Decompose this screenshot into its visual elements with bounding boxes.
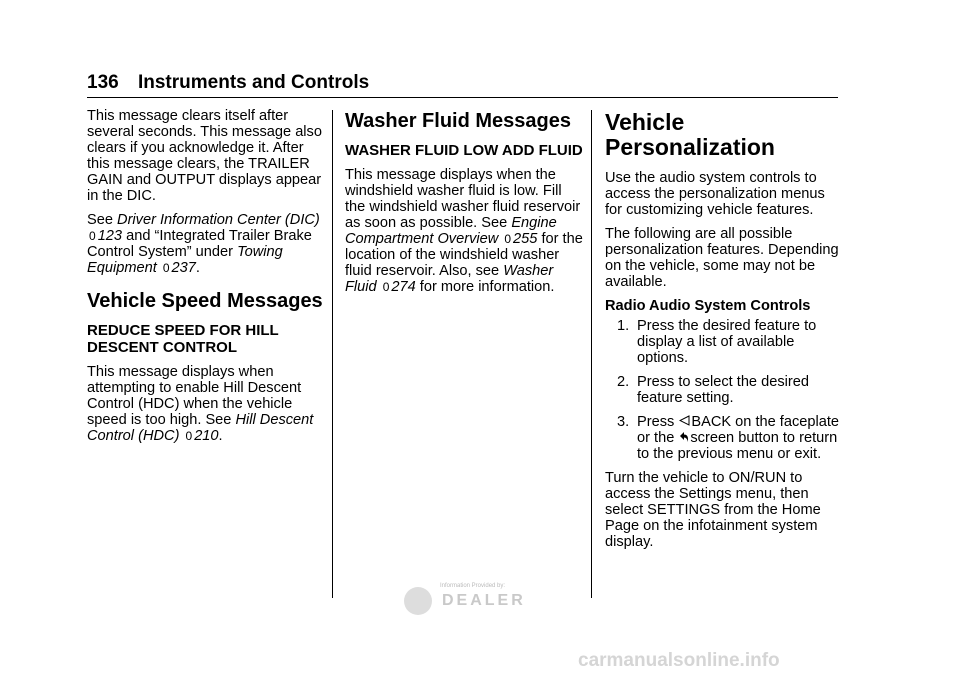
cross-reference-link[interactable]: Washer Fluid — [345, 263, 554, 295]
message-heading: REDUCE SPEED FOR HILL DESCENT CONTROL — [87, 322, 279, 356]
page-ref-icon: 0 — [504, 232, 512, 246]
message-heading: WASHER FLUID LOW ADD FLUID — [345, 142, 583, 159]
watermark: Information Provided by: DEALER — [404, 583, 550, 619]
paragraph: This message clears itself after several seconds. This message also clears if you acknowledge it. After this message clears, the TRAILER GAIN and OUTPUT displays appear in the DIC. — [87, 108, 322, 204]
page-ref-icon: 0 — [382, 280, 390, 294]
page-ref-icon: 0 — [162, 261, 170, 275]
page-ref[interactable]: 123 — [97, 228, 123, 244]
section-heading: Vehicle Speed Messages — [87, 290, 323, 312]
list-item: 3. Press BACK on the faceplate or the screen button to return to the previous menu or exit. — [617, 414, 840, 462]
paragraph: This message displays when the windshield washer fluid is low. Fill the windshield washer fluid reservoir as soon as possible. See Engine Compartment Overview 0 255 for the location of the windshield washer fluid reservoir. Also, see Washer Fluid 0 274 for more information. — [345, 167, 583, 295]
page-header — [87, 72, 369, 94]
screen-back-icon — [679, 430, 689, 445]
paragraph: Turn the vehicle to ON/RUN to access the Settings menu, then select SETTINGS from the Home Page on the infotainment system display. — [605, 470, 821, 550]
page-number: 136 — [87, 72, 119, 93]
column-3 — [605, 108, 845, 558]
list-item: 1. Press the desired feature to display a list of available options. — [617, 318, 817, 366]
page-ref[interactable]: 237 — [171, 260, 196, 276]
page-ref[interactable]: 255 — [513, 231, 538, 247]
cross-reference-link[interactable]: Engine Compartment Overview — [345, 215, 557, 247]
list-item: 2. Press to select the desired feature setting. — [617, 374, 809, 406]
paragraph: See Driver Information Center (DIC) 0 123 and “Integrated Trailer Brake Control System” under Towing Equipment 0 237. — [87, 212, 320, 276]
page-ref[interactable]: 210 — [194, 428, 219, 444]
column-2 — [345, 108, 585, 303]
section-heading: Washer Fluid Messages — [345, 110, 571, 132]
page-ref-icon: 0 — [89, 229, 96, 243]
footer-watermark: carmanualsonline.info — [578, 650, 780, 671]
column-divider — [591, 110, 592, 598]
paragraph: The following are all possible personalization features. Depending on the vehicle, some may not be available. — [605, 226, 839, 290]
section-title: Instruments and Controls — [137, 72, 370, 93]
back-icon — [679, 414, 690, 429]
page-ref-icon: 0 — [185, 429, 193, 443]
header-rule — [87, 97, 838, 98]
paragraph: Use the audio system controls to access the personalization menus for customizing vehicle features. — [605, 170, 825, 218]
paragraph: This message displays when attempting to enable Hill Descent Control (HDC) when the vehicle speed is too high. See Hill Descent Control (HDC) 0 210. — [87, 364, 314, 444]
subheading: Radio Audio System Controls — [605, 298, 811, 314]
steps-list — [605, 318, 845, 462]
cross-reference-link[interactable]: Hill Descent Control (HDC) — [87, 412, 314, 444]
cross-reference-link[interactable]: Driver Information Center (DIC) — [117, 212, 320, 228]
column-divider — [332, 110, 333, 598]
cross-reference-link[interactable]: Towing Equipment — [87, 244, 283, 276]
column-1 — [87, 108, 327, 452]
chapter-heading: Vehicle Personalization — [605, 109, 775, 160]
watermark-logo-icon — [404, 587, 432, 615]
page-ref[interactable]: 274 — [391, 279, 416, 295]
